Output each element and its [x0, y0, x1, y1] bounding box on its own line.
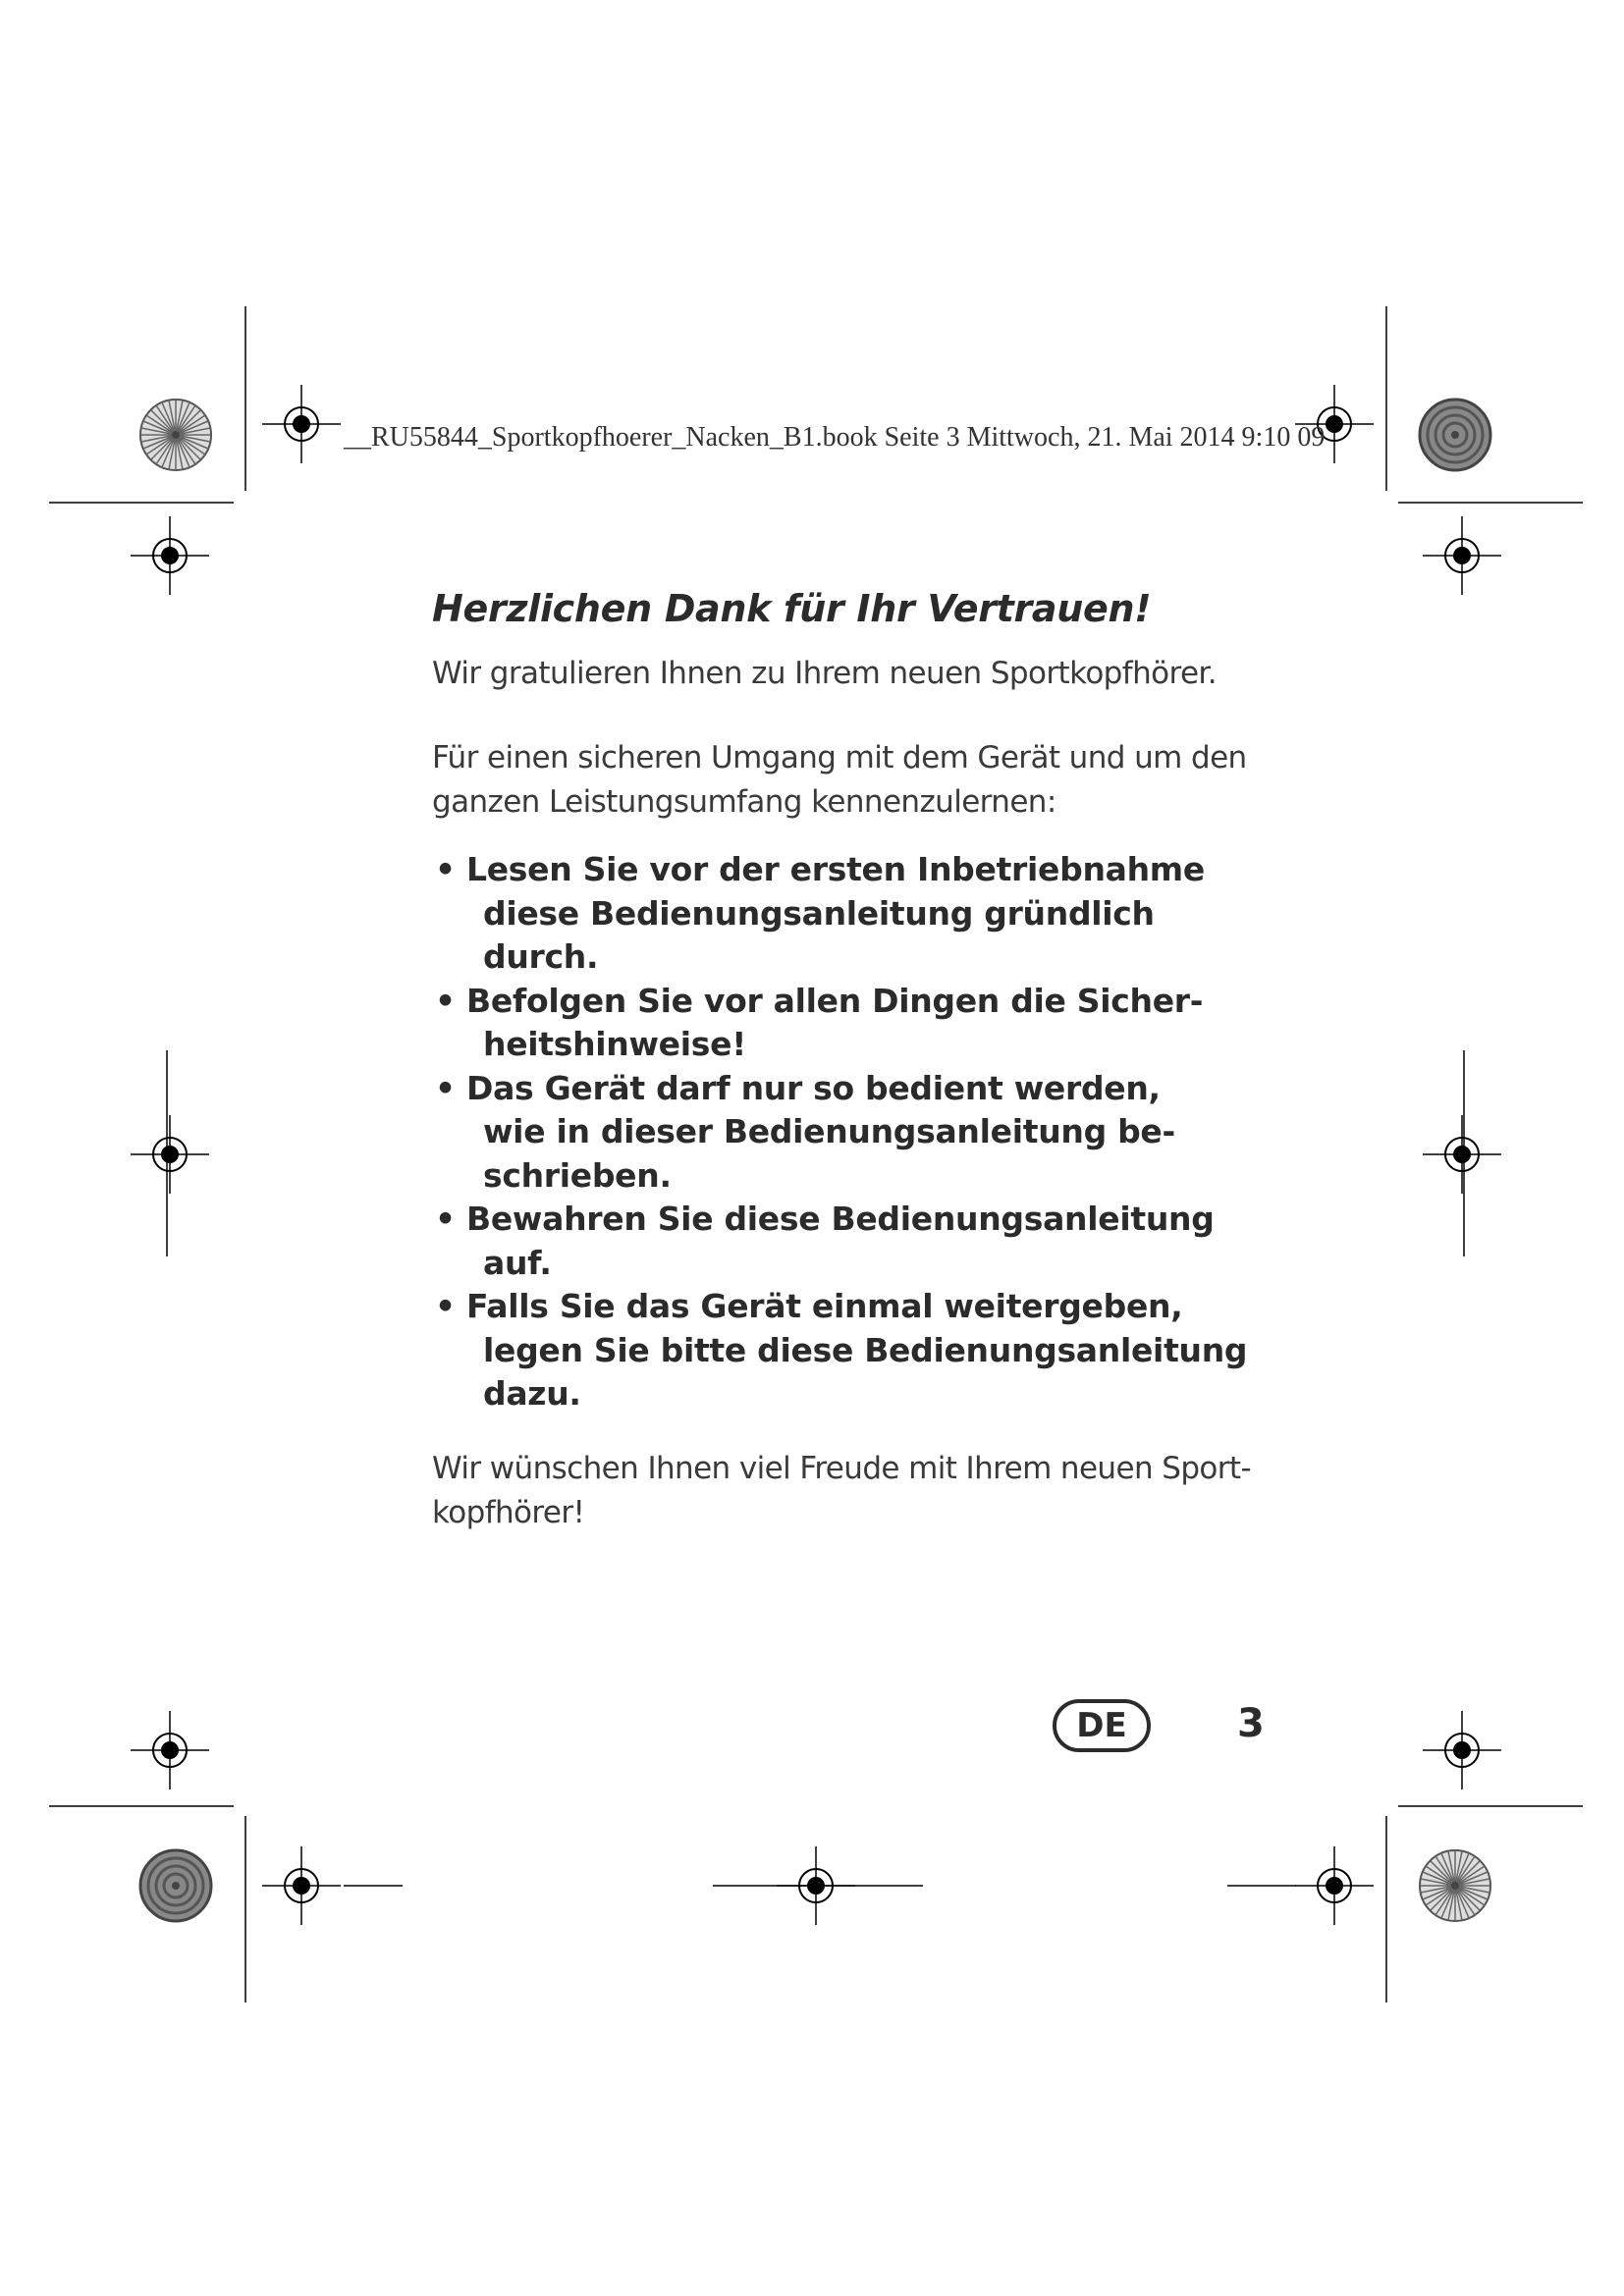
registration-mark-left-upper	[131, 516, 209, 595]
page-title: Herzlichen Dank für Ihr Vertrauen!	[432, 587, 1152, 630]
list-item-line: Lesen Sie vor der ersten Inbetriebnahme	[466, 850, 1205, 888]
list-item-line: wie in dieser Bedienungsanleitung be-	[483, 1112, 1175, 1150]
list-item	[432, 1285, 1276, 1416]
intro-text: Wir gratulieren Ihnen zu Ihrem neuen Sportkopfhörer.	[432, 656, 1217, 691]
list-item-line: heitshinweise!	[483, 1025, 746, 1063]
list-item-line: Befolgen Sie vor allen Dingen die Sicher-	[466, 981, 1204, 1020]
list-item-line: Bewahren Sie diese Bedienungsanleitung	[466, 1200, 1215, 1238]
closing-line: Wir wünschen Ihnen viel Freude mit Ihrem neuen Sport-	[432, 1450, 1252, 1486]
language-badge: DE	[1053, 1699, 1151, 1752]
starburst-mark-bottom-right	[1420, 1850, 1490, 1921]
registration-mark-top-left	[262, 385, 341, 463]
safety-intro-line: Für einen sicheren Umgang mit dem Gerät und um den	[432, 740, 1247, 775]
registration-mark-bottom-left	[262, 1846, 341, 1925]
registration-mark-left-middle	[131, 1115, 209, 1194]
registration-mark-right-middle	[1423, 1115, 1501, 1194]
wheel-mark-bottom-left	[140, 1850, 211, 1921]
document-body	[432, 587, 1276, 1535]
registration-mark-right-upper	[1423, 516, 1501, 595]
list-item-line: Das Gerät darf nur so bedient werden,	[466, 1068, 1161, 1107]
starburst-mark-top-left	[140, 400, 211, 470]
bullet-icon: •	[435, 1068, 456, 1107]
safety-intro	[432, 736, 1276, 825]
instruction-list	[432, 848, 1276, 1416]
list-item-line: Falls Sie das Gerät einmal weitergeben,	[466, 1287, 1183, 1325]
bullet-icon: •	[435, 850, 456, 888]
list-item	[432, 1198, 1276, 1285]
bullet-icon: •	[435, 1200, 456, 1238]
list-item-line: auf.	[483, 1243, 552, 1282]
list-item	[432, 1067, 1276, 1199]
list-item	[432, 848, 1276, 980]
wheel-mark-top-right	[1420, 400, 1490, 470]
page-number: 3	[1237, 1701, 1265, 1746]
registration-mark-left-lower	[131, 1711, 209, 1789]
list-item-line: diese Bedienungsanleitung gründlich durch.	[483, 893, 1155, 976]
registration-mark-right-lower	[1423, 1711, 1501, 1789]
list-item	[432, 980, 1276, 1067]
list-item-line: dazu.	[483, 1374, 581, 1413]
list-item-line: schrieben.	[483, 1155, 672, 1195]
print-slug-header: __RU55844_Sportkopfhoerer_Nacken_B1.book Seite 3 Mittwoch, 21. Mai 2014 9:10 09	[344, 422, 1326, 453]
closing-text	[432, 1447, 1276, 1535]
list-item-line: legen Sie bitte diese Bedienungsanleitung	[483, 1330, 1248, 1369]
safety-intro-line: ganzen Leistungsumfang kennenzulernen:	[432, 784, 1056, 820]
closing-line: kopfhörer!	[432, 1494, 585, 1530]
bullet-icon: •	[435, 981, 456, 1020]
bullet-icon: •	[435, 1287, 456, 1325]
registration-mark-bottom-right	[1295, 1846, 1374, 1925]
